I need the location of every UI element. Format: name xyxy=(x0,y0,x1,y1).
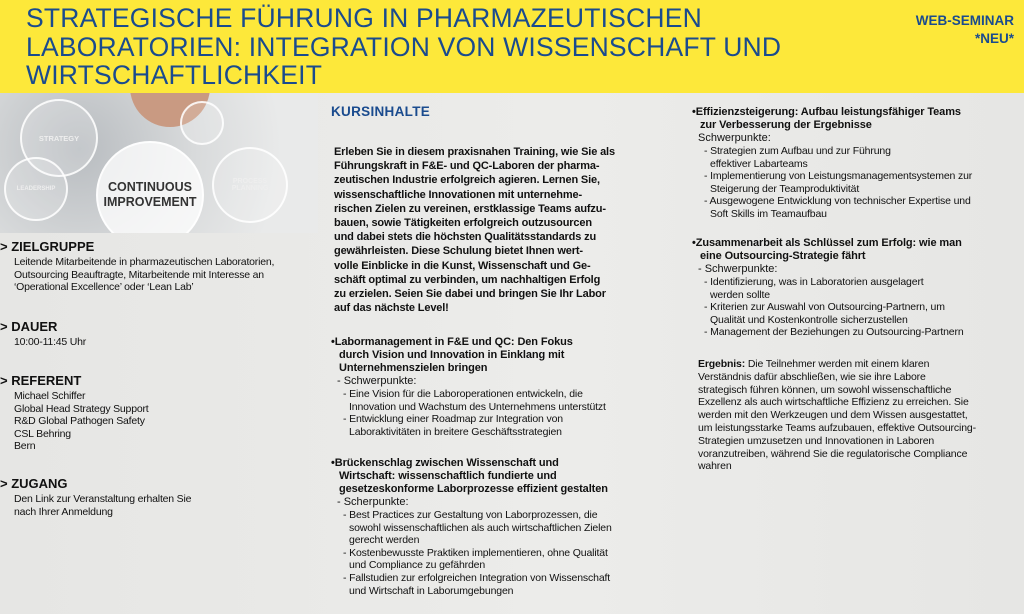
badge-line: *NEU* xyxy=(974,31,1014,46)
zielgruppe-section xyxy=(0,239,318,294)
arrow-icon: > xyxy=(0,373,8,388)
hero-image xyxy=(0,93,318,233)
section-heading: > ZIELGRUPPE xyxy=(0,239,95,254)
topic-block-zusammenarbeit xyxy=(692,237,1014,339)
ergebnis-label: Ergebnis: xyxy=(698,358,746,370)
badge-line: WEB-SEMINAR xyxy=(915,13,1014,28)
topic-item: - Eine Vision für die Laboroperationen entwickeln, die Innovation und Wachstum des Unternehmens unterstützt xyxy=(343,388,606,413)
zugang-section xyxy=(0,476,318,518)
topic-item: - Best Practices zur Gestaltung von Laborprozessen, die sowohl wissenschaftlichen als auch wirtschaftlichen Zielen gerecht werden xyxy=(343,509,612,547)
topic-item: - Entwicklung einer Roadmap zur Integration von Laboraktivitäten in breitere Geschäftsstrategien xyxy=(343,413,563,438)
topic-item: - Ausgewogene Entwicklung von technischer Expertise und Soft Skills im Teamaufbau xyxy=(704,195,971,220)
leadership-label: LEADERSHIP xyxy=(16,186,56,192)
content-area xyxy=(0,93,1024,614)
topic-heading: •Zusammenarbeit als Schlüssel zum Erfolg: wie man eine Outsourcing-Strategie fährt xyxy=(692,237,962,262)
dauer-text: 10:00-11:45 Uhr xyxy=(14,336,87,348)
continuous-improvement-circle xyxy=(96,141,204,233)
topic-subheading: - Schwerpunkte: xyxy=(337,375,417,387)
topic-subheading: - Schwerpunkte: xyxy=(698,263,778,275)
kursinhalte-heading: KURSINHALTE xyxy=(331,104,431,119)
main-circle-label: IMPROVEMENT xyxy=(103,195,197,209)
leadership-circle xyxy=(4,157,68,221)
topic-item: - Implementierung von Leistungsmanagementsystemen zur Steigerung der Teamproduktivität xyxy=(704,170,973,195)
header-banner xyxy=(0,0,1024,93)
web-seminar-badge xyxy=(916,12,1014,48)
topic-item: - Kostenbewusste Praktiken implementieren, ohne Qualität und Compliance zu gefährden xyxy=(343,546,608,572)
strategy-label: STRATEGY xyxy=(38,133,80,143)
referent-text: Michael Schiffer Global Head Strategy Support R&D Global Pathogen Safety CSL Behring Bern xyxy=(14,390,149,452)
title-line: LABORATORIEN: INTEGRATION VON WISSENSCHAFT UND xyxy=(26,31,782,62)
arrow-icon: > xyxy=(0,239,8,254)
arrow-icon: > xyxy=(0,319,8,334)
intro-text: Erleben Sie in diesem praxisnahen Training, wie Sie als Führungskraft in F&E- und QC-Laboren der pharma- zeutischen Industrie erfolgreich agieren. Lernen Sie, wissenschaftliche Innovationen mit unternehme- rischen Zielen zu vereinen, erstklassige Teams aufzu- bauen, sowie Tätigkeiten erfolgreich outzusourcen und dabei stets die höchsten Qualitätsstandards zu gewährleisten. Diese Schulung bietet Ihnen wert- volle Einblicke in die Kunst, Wissenschaft und Ge- schäft optimal zu verbinden, um nachhaltigen Erfolg zu erzielen. Seien Sie dabei und bringen Sie Ihr Labor auf das nächste Level! xyxy=(334,146,615,315)
topic-heading: •Effizienzsteigerung: Aufbau leistungsfähiger Teams zur Verbesserung der Ergebnisse xyxy=(692,106,961,131)
process-label: PLANNING xyxy=(231,185,269,192)
topic-item: - Kriterien zur Auswahl von Outsourcing-Partnern, um Qualität und Kostenkontrolle sicherzustellen xyxy=(704,301,945,326)
zielgruppe-text: Leitende Mitarbeitende in pharmazeutischen Laboratorien, Outsourcing Beauftragte, Mitarbeitende mit Interesse an ‘Operational Excellence’ oder ‘Lean Lab’ xyxy=(14,256,275,293)
topic-subheading: - Scherpunkte: xyxy=(337,496,409,508)
topic-block-effizienz xyxy=(692,106,1014,221)
topic-block-brueckenschlag xyxy=(331,457,661,597)
topic-item: - Fallstudien zur erfolgreichen Integration von Wissenschaft und Wirtschaft in Laborumgebungen xyxy=(343,571,611,597)
topic-item: - Strategien zum Aufbau und zur Führung effektiver Labarteams xyxy=(704,145,891,170)
main-circle-label: CONTINUOUS xyxy=(107,180,193,194)
topic-item: - Management der Beziehungen zu Outsourcing-Partnern xyxy=(704,326,964,339)
title-line: STRATEGISCHE FÜHRUNG IN PHARMAZEUTISCHEN xyxy=(26,3,702,33)
title-line: WIRTSCHAFTLICHKEIT xyxy=(26,60,323,90)
process-label: PROCESS xyxy=(232,178,268,185)
referent-section xyxy=(0,373,318,453)
page-title xyxy=(26,4,866,90)
zugang-text: Den Link zur Veranstaltung erhalten Sie nach Ihrer Anmeldung xyxy=(14,493,192,518)
topic-heading: •Labormanagement in F&E und QC: Den Fokus durch Vision und Innovation in Einklang mit Unternehmenszielen bringen xyxy=(331,336,573,374)
topic-block-labormanagement xyxy=(331,336,661,438)
decorative-circle xyxy=(180,101,224,145)
topic-heading: •Brückenschlag zwischen Wissenschaft und Wirtschaft: wissenschaftlich fundierte und gesetzeskonforme Laborprozesse effizient gestalten xyxy=(331,457,608,495)
ergebnis-paragraph: Ergebnis: Die Teilnehmer werden mit einem klaren Verständnis dafür abschließen, wie sie ihre Labore strategisch führen können, um sowohl wissenschaftliche Exzellenz als auch wirtschaftliche Effizienz zu erreichen. Sie werden mit den Werkzeugen und dem Wissen ausgestattet, um leistungsstarke Teams aufzubauen, effektive Outsourcing- Strategien umzusetzen und Innovationen in Laboren voranzutreiben, während Sie die regulatorische Compliance wahren xyxy=(698,358,976,473)
section-heading: > REFERENT xyxy=(0,373,82,388)
dauer-section xyxy=(0,319,318,349)
topic-subheading: Schwerpunkte: xyxy=(698,132,771,144)
section-heading: > DAUER xyxy=(0,319,58,334)
topic-item: - Identifizierung, was in Laboratorien ausgelagert werden sollte xyxy=(704,276,924,301)
process-planning-circle xyxy=(212,147,288,223)
arrow-icon: > xyxy=(0,476,8,491)
section-heading: > ZUGANG xyxy=(0,476,68,491)
